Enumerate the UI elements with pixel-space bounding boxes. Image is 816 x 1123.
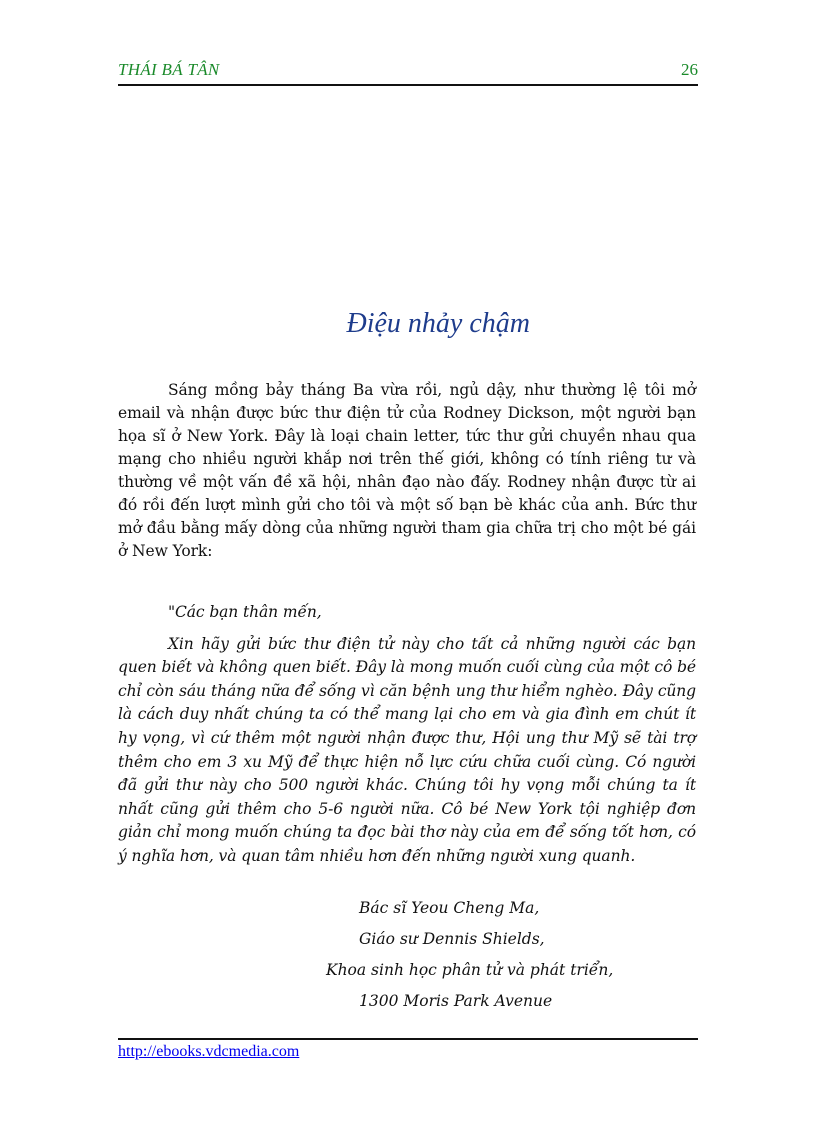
header-author: THÁI BÁ TÂN	[118, 60, 220, 79]
signature-line: 1300 Moris Park Avenue	[359, 992, 553, 1010]
footer-link[interactable]: http://ebooks.vdcmedia.com	[118, 1043, 300, 1060]
signature-line: Bác sĩ Yeou Cheng Ma,	[359, 899, 540, 917]
letter-salutation: "Các bạn thân mến,	[168, 603, 322, 621]
quoted-letter	[118, 601, 696, 869]
footer-divider	[118, 1038, 698, 1040]
page-header	[118, 58, 698, 86]
intro-paragraph: Sáng mồng bảy tháng Ba vừa rồi, ngủ dậy, như thường lệ tôi mở email và nhận được bức thư điện tử của Rodney Dickson, một người bạn họa sĩ ở New York. Đây là loại chain letter, tức thư gửi chuyền nhau qua mạng cho nhiều người khắp nơi trên thế giới, không có tính riêng tư và thường về một vấn đề xã hội, nhân đạo nào đấy. Rodney nhận được từ ai đó rồi đến lượt mình gửi cho tôi và một số bạn bè khác của anh. Bức thư mở đầu bằng mấy dòng của những người tham gia chữa trị cho một bé gái ở New York:	[118, 381, 696, 560]
page-number: 26	[681, 60, 698, 79]
letter-signature	[118, 893, 696, 1017]
signature-line: Khoa sinh học phân tử và phát triển,	[326, 961, 614, 979]
letter-body: Xin hãy gửi bức thư điện tử này cho tất cả những người các bạn quen biết và không quen biết. Đây là mong muốn cuối cùng của một cô bé chỉ còn sáu tháng nữa để sống vì căn bệnh ung thư hiểm nghèo. Đây cũng là cách duy nhất chúng ta có thể mang lại cho em và gia đình em chút ít hy vọng, vì cứ thêm một người nhận được thư, Hội ung thư Mỹ sẽ tài trợ thêm cho em 3 xu Mỹ để thực hiện nỗ lực cứu chữa cuối cùng. Có người đã gửi thư này cho 500 người khác. Chúng tôi hy vọng mỗi chúng ta ít nhất cũng gửi thêm cho 5-6 người nữa. Cô bé New York tội nghiệp đơn giản chỉ mong muốn chúng ta đọc bài thơ này của em để sống tốt hơn, có ý nghĩa hơn, và quan tâm nhiều hơn đến những người xung quanh.	[118, 634, 696, 865]
chapter-title: Điệu nhảy chậm	[346, 308, 530, 339]
signature-line: Giáo sư Dennis Shields,	[359, 930, 545, 948]
